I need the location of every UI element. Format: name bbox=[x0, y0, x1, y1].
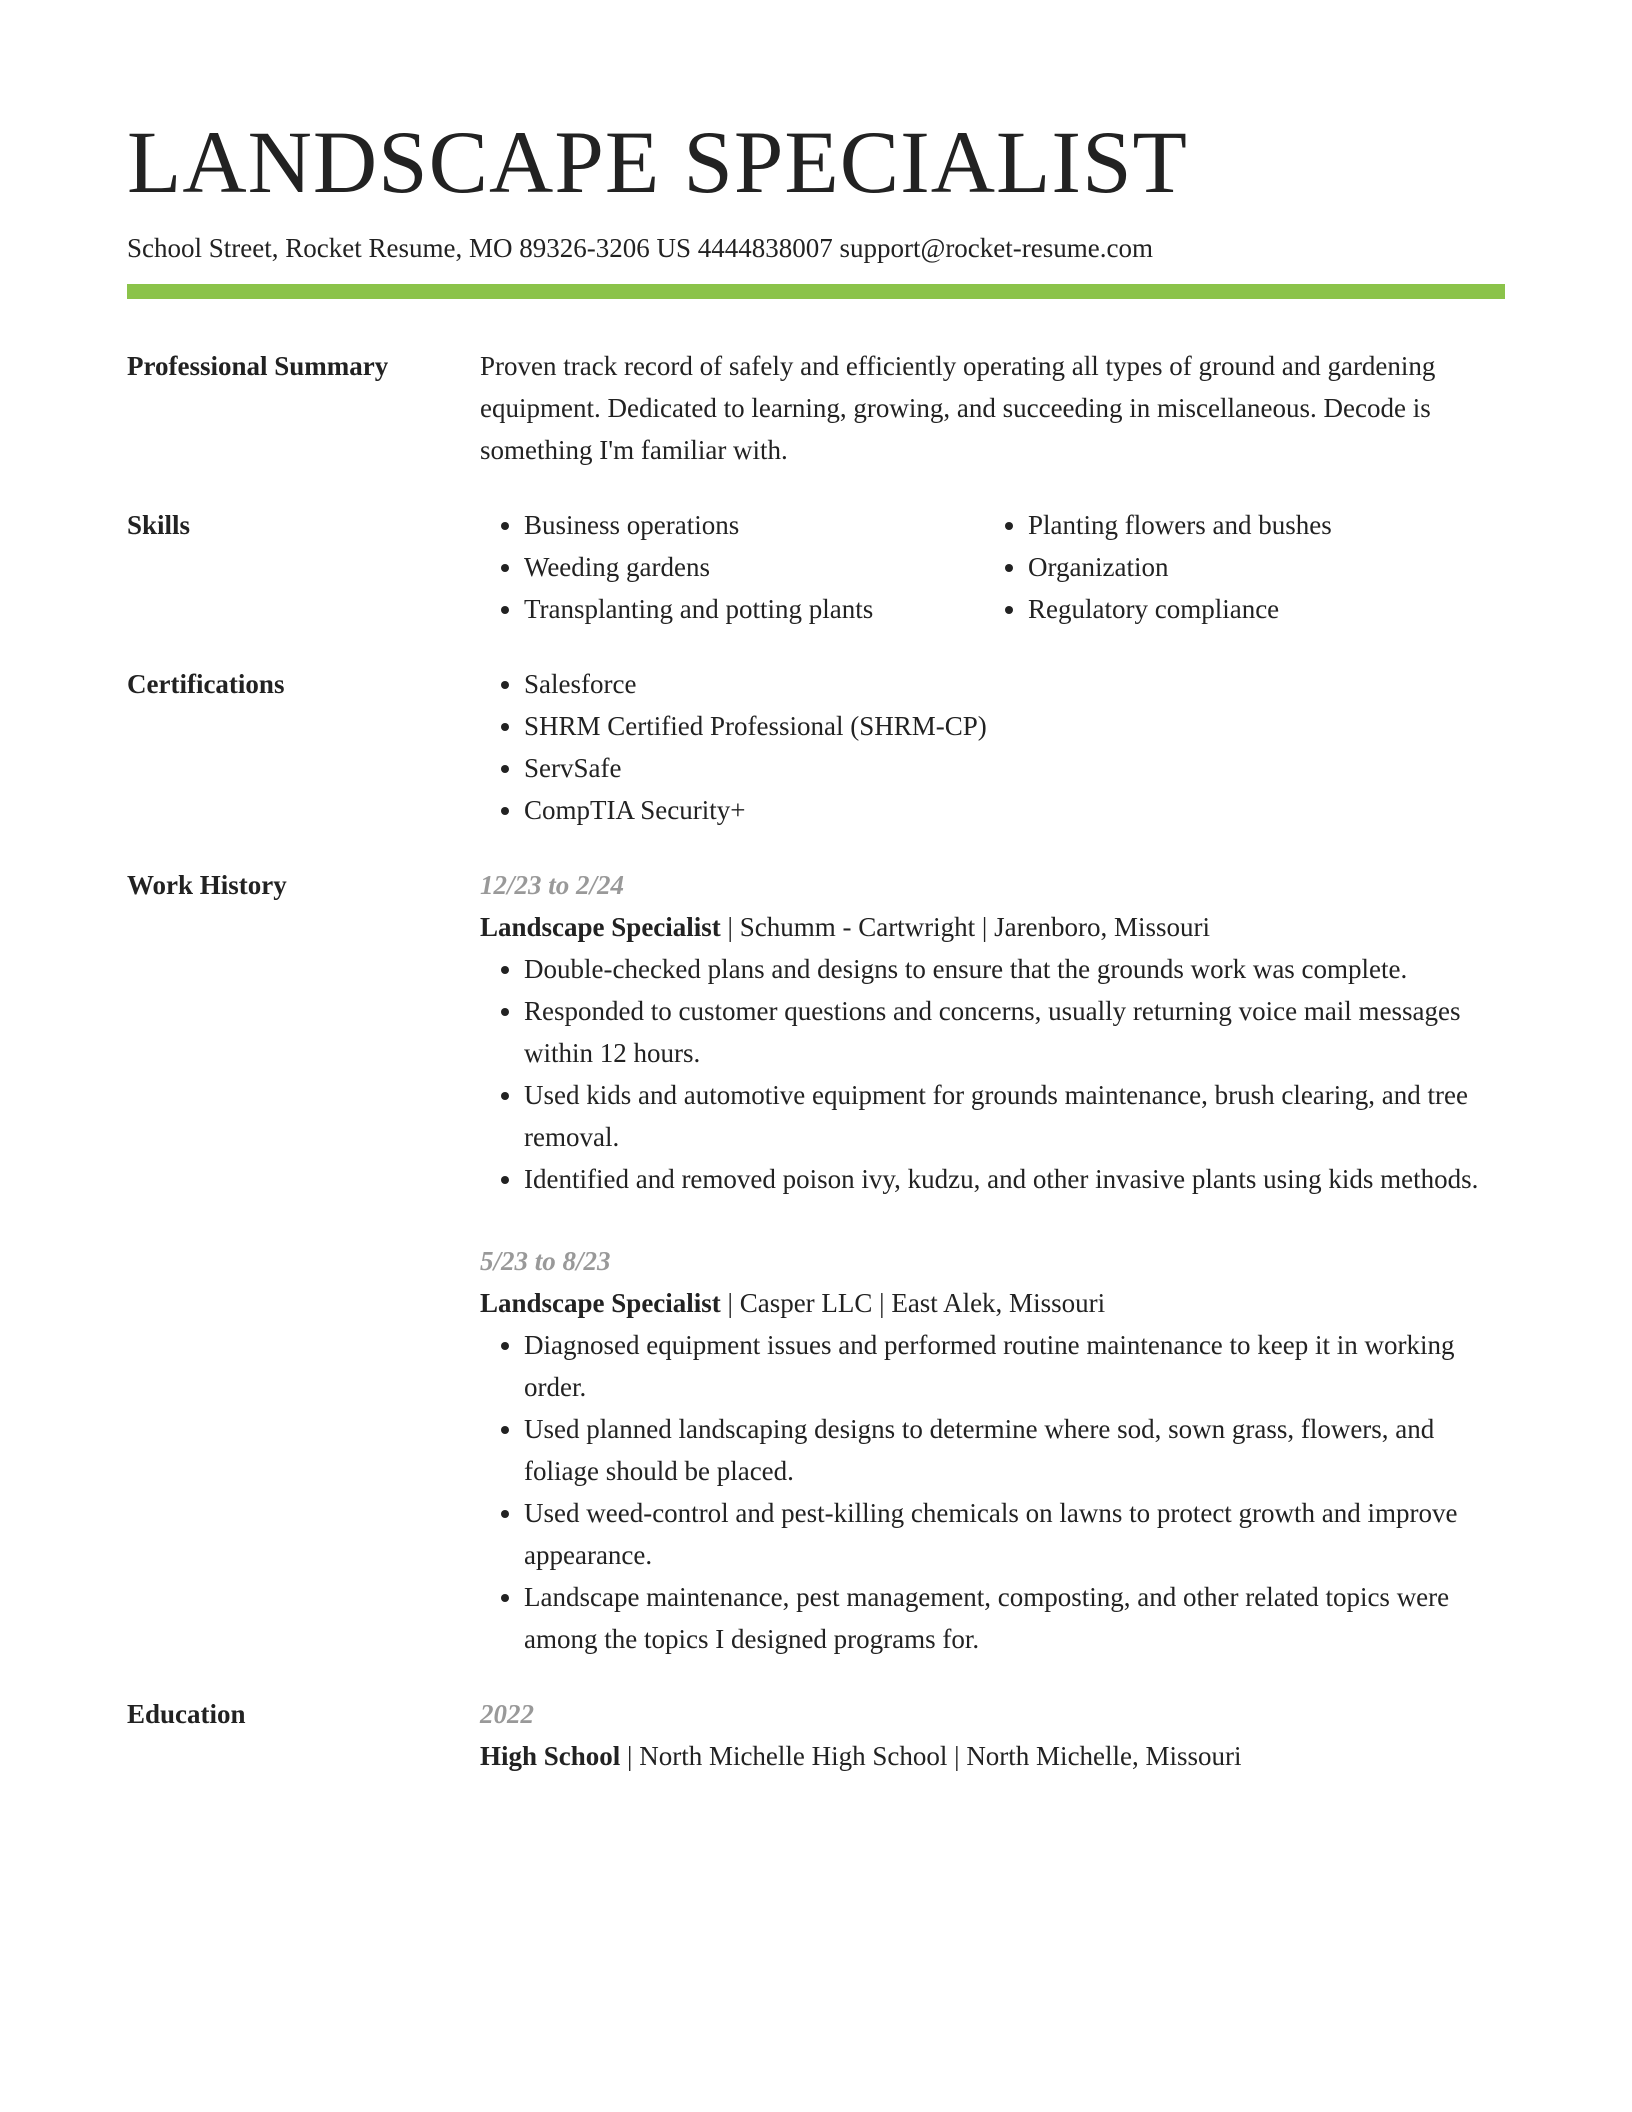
education-degree: High School bbox=[480, 1741, 621, 1772]
job-bullet: • Double-checked plans and designs to ensure that the grounds work was complete. bbox=[524, 948, 1505, 990]
job-bullets bbox=[480, 948, 1505, 1200]
job-role-line bbox=[480, 906, 1505, 948]
job-bullets bbox=[480, 1324, 1505, 1660]
education-body bbox=[480, 1693, 1505, 1777]
skills-column-left bbox=[480, 504, 984, 630]
certification-item: • ServSafe bbox=[524, 747, 1505, 789]
job-bullet: • Used kids and automotive equipment for grounds maintenance, brush clearing, and tree removal. bbox=[524, 1074, 1505, 1158]
job-title: Landscape Specialist bbox=[480, 1288, 721, 1319]
certifications-body bbox=[480, 663, 1505, 831]
contact-line: School Street, Rocket Resume, MO 89326-3206 US 4444838007 support@rocket-resume.com bbox=[127, 233, 1153, 263]
job-entry bbox=[480, 864, 1505, 1200]
skill-item: • Transplanting and potting plants bbox=[524, 588, 984, 630]
certification-item: • SHRM Certified Professional (SHRM-CP) bbox=[524, 705, 1505, 747]
job-title: Landscape Specialist bbox=[480, 912, 721, 943]
job-dates: 5/23 to 8/23 bbox=[480, 1246, 611, 1277]
skills-section bbox=[127, 504, 1505, 630]
resume-name: LANDSCAPE SPECIALIST bbox=[127, 114, 1188, 212]
certifications-section bbox=[127, 663, 1505, 831]
job-details: | Casper LLC | East Alek, Missouri bbox=[720, 1288, 1106, 1319]
certification-item: • Salesforce bbox=[524, 663, 1505, 705]
education-line bbox=[480, 1735, 1505, 1777]
header-divider bbox=[127, 284, 1505, 299]
skills-grid bbox=[480, 504, 1505, 630]
job-bullet: • Used planned landscaping designs to determine where sod, sown grass, flowers, and foliage should be placed. bbox=[524, 1408, 1505, 1492]
skills-column-right bbox=[984, 504, 1488, 630]
job-details: | Schumm - Cartwright | Jarenboro, Missouri bbox=[720, 912, 1211, 943]
job-bullet: • Landscape maintenance, pest management, composting, and other related topics were among the topics I designed programs for. bbox=[524, 1576, 1505, 1660]
certification-item: • CompTIA Security+ bbox=[524, 789, 1505, 831]
job-bullet: • Identified and removed poison ivy, kudzu, and other invasive plants using kids methods. bbox=[524, 1158, 1505, 1200]
job-bullet: • Responded to customer questions and concerns, usually returning voice mail messages within 12 hours. bbox=[524, 990, 1505, 1074]
skill-item: • Weeding gardens bbox=[524, 546, 984, 588]
summary-section bbox=[127, 345, 1505, 471]
education-details: | North Michelle High School | North Michelle, Missouri bbox=[620, 1741, 1242, 1772]
summary-text: Proven track record of safely and efficiently operating all types of ground and gardening equipment. Dedicated to learning, growing, and succeeding in miscellaneous. Decode is something I'm familiar with. bbox=[480, 351, 1436, 466]
job-entry bbox=[480, 1240, 1505, 1660]
job-dates: 12/23 to 2/24 bbox=[480, 870, 625, 901]
job-role-line bbox=[480, 1282, 1505, 1324]
education-year: 2022 bbox=[480, 1699, 534, 1730]
education-label: Education bbox=[127, 1699, 246, 1730]
skill-item: • Business operations bbox=[524, 504, 984, 546]
certifications-label: Certifications bbox=[127, 669, 285, 700]
skill-item: • Regulatory compliance bbox=[1028, 588, 1488, 630]
work-history-section bbox=[127, 864, 1505, 1660]
work-history-body bbox=[480, 864, 1505, 1660]
skills-body bbox=[480, 504, 1505, 630]
job-bullet: • Diagnosed equipment issues and performed routine maintenance to keep it in working order. bbox=[524, 1324, 1505, 1408]
skill-item: • Planting flowers and bushes bbox=[1028, 504, 1488, 546]
skills-label: Skills bbox=[127, 510, 191, 541]
work-history-label: Work History bbox=[127, 870, 287, 901]
education-section bbox=[127, 1693, 1505, 1777]
skill-item: • Organization bbox=[1028, 546, 1488, 588]
job-bullet: • Used weed-control and pest-killing chemicals on lawns to protect growth and improve appearance. bbox=[524, 1492, 1505, 1576]
summary-label: Professional Summary bbox=[127, 351, 389, 382]
